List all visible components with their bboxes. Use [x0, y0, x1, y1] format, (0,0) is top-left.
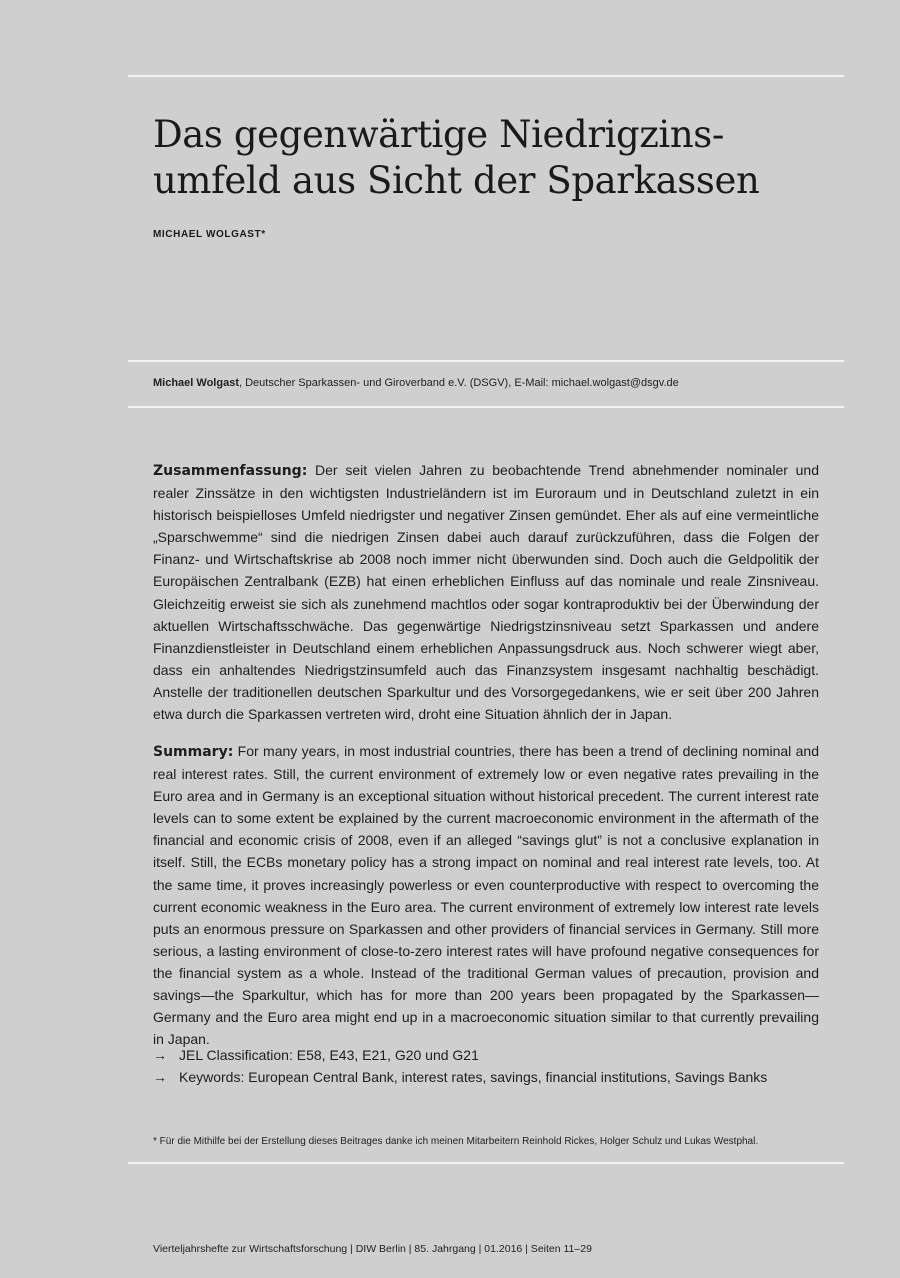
- arrow-right-icon: →: [153, 1069, 167, 1085]
- title-line-1: Das gegenwärtige Niedrigzins-: [153, 113, 724, 156]
- author-affiliation: [153, 377, 679, 389]
- affiliation-name: Michael Wolgast: [153, 377, 239, 389]
- keywords-item: [153, 1066, 823, 1088]
- abstract-english-text: For many years, in most industrial countries, there has been a trend of declining nominal and real interest rates. Still, the current environment of extremely low or even negative rates prevailing in the Euro area and in Germany is an exceptional situation without historical precedent. The current interest rate levels can to some extent be explained by the current macroeconomic environment in the aftermath of the financial and economic crisis of 2008, even if an alleged “savings glut” is not a conclusive explanation in itself. Still, the ECBs monetary policy has a strong impact on nominal and real interest rate levels, too. At the same time, it proves increasingly powerless or even counterproductive with respect to overcoming the current economic weakness in the Euro area. The current environment of extremely low interest rate levels puts an enormous pressure on Sparkassen and other providers of financial services in Germany. Still more serious, a lasting environment of close-to-zero interest rates will have profound negative consequences for the financial system as a whole. Instead of the traditional German values of precaution, provision and savings—the Sparkultur, which has for more than 200 years been propagated by the Sparkassen—Germany and the Euro area might end up in a macroeconomic situation similar to that currently prevailing in Japan.: [153, 743, 819, 1048]
- jel-classification-item: [153, 1044, 823, 1066]
- affiliation-details: , Deutscher Sparkassen- und Giroverband e.V. (DSGV), E-Mail: michael.wolgast@dsgv.de: [238, 377, 679, 389]
- jel-classification-text: JEL Classification: E58, E43, E21, G20 und G21: [179, 1047, 479, 1063]
- top-divider: [128, 75, 844, 77]
- abstract-german-text: Der seit vielen Jahren zu beobachtende Trend abnehmender nominaler und realer Zinssätze in den wichtigsten Industrieländern ist im Euroraum und in Deutschland zuletzt in ein historisch beispielloses Umfeld niedrigster und negativer Zinsen gemündet. Eher als auf eine vermeintliche „Sparschwemme“ sind die niedrigen Zinsen dabei auch darauf zurückzuführen, dass die Folgen der Finanz- und Wirtschaftskrise ab 2008 noch immer nicht überwunden sind. Doch auch die Geldpolitik der Europäischen Zentralbank (EZB) hat einen erheblichen Einfluss auf das nominale und reale Zinsniveau. Gleichzeitig erweist sie sich als zunehmend machtlos oder sogar kontraproduktiv bei der Überwindung der aktuellen Wirtschaftsschwäche. Das gegenwärtige Niedrigstzinsniveau setzt Sparkassen und andere Finanzdienstleister in Deutschland einem erheblichen Anpassungsdruck aus. Noch schwerer wiegt aber, dass ein anhaltendes Niedrigstzinsumfeld auch das Finanzsystem insgesamt nachhaltig beschädigt. Anstelle der traditionellen deutschen Sparkultur und des Vorsorgegedankens, wie er seit über 200 Jahren etwa durch die Sparkassen vertreten wird, droht eine Situation ähnlich der in Japan.: [153, 462, 819, 723]
- author-byline: MICHAEL WOLGAST*: [153, 229, 266, 240]
- footnote-bottom-divider: [128, 1162, 844, 1164]
- article-title: [153, 112, 833, 204]
- abstract-german: [153, 459, 819, 725]
- affiliation-top-divider: [128, 360, 844, 362]
- abstract-english: [153, 740, 819, 1050]
- keywords-text: Keywords: European Central Bank, interest rates, savings, financial institutions, Savings Banks: [179, 1069, 768, 1085]
- title-line-2: umfeld aus Sicht der Sparkassen: [153, 159, 760, 202]
- arrow-right-icon: →: [153, 1047, 167, 1063]
- abstract-german-label: Zusammenfassung:: [153, 463, 308, 479]
- classification-list: [153, 1044, 823, 1088]
- acknowledgement-footnote: * Für die Mithilfe bei der Erstellung dieses Beitrages danke ich meinen Mitarbeitern Reinhold Rickes, Holger Schulz und Lukas Westphal.: [153, 1136, 759, 1147]
- abstract-english-label: Summary:: [153, 744, 234, 760]
- journal-footer: Vierteljahrshefte zur Wirtschaftsforschung | DIW Berlin | 85. Jahrgang | 01.2016 | Seiten 11–29: [153, 1243, 592, 1255]
- affiliation-bottom-divider: [128, 406, 844, 408]
